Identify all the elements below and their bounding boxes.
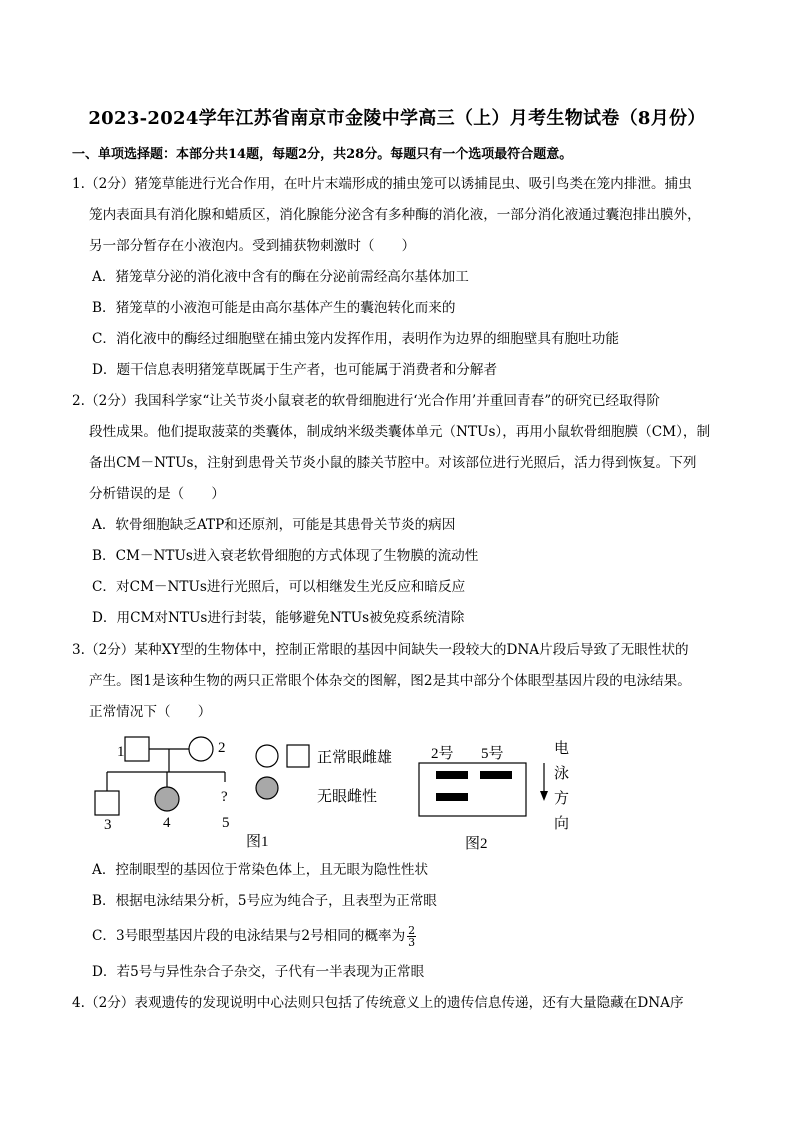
direction-char-4: 向 <box>554 816 570 832</box>
individual-3-male-normal <box>95 791 119 815</box>
section-heading: 一、单项选择题：本部分共14题，每题2分，共28分。每题只有一个选项最符合题意。 <box>72 147 573 162</box>
q3-option-c <box>92 925 416 948</box>
q3-line-3: 正常情况下（ ） <box>89 704 212 720</box>
q2-option-a: A．软骨细胞缺乏ATP和还原剂，可能是其患骨关节炎的病因 <box>92 517 456 533</box>
q2-option-c: C．对CM－NTUs进行光照后，可以相继发生光反应和暗反应 <box>92 579 466 595</box>
figure2-caption: 图2 <box>465 836 488 852</box>
q3-option-d: D．若5号与异性杂合子杂交，子代有一半表现为正常眼 <box>92 964 425 980</box>
label-individual-2: 2 <box>218 740 226 756</box>
band-lane2-lower <box>436 793 468 801</box>
fraction-numerator: 2 <box>408 924 416 937</box>
q3-option-c-text: C．3号眼型基因片段的电泳结果与2号相同的概率为 <box>92 928 406 944</box>
legend-normal-label: 正常眼雌雄 <box>317 750 393 766</box>
figure1-caption: 图1 <box>246 834 269 850</box>
gel-box <box>419 763 526 816</box>
fraction-denominator: 3 <box>408 936 416 949</box>
label-individual-4: 4 <box>163 815 171 831</box>
legend-female-eyeless-symbol <box>256 777 278 799</box>
figure1-pedigree <box>95 737 225 815</box>
q3-option-b: B．根据电泳结果分析，5号应为纯合子，且表型为正常眼 <box>92 893 437 909</box>
q3-option-a: A．控制眼型的基因位于常染色体上，且无眼为隐性性状 <box>92 862 429 878</box>
q1-option-d: D．题干信息表明猪笼草既属于生产者，也可能属于消费者和分解者 <box>92 362 498 378</box>
lane-label-5: 5号 <box>481 746 504 762</box>
label-individual-1: 1 <box>117 744 125 760</box>
direction-char-3: 方 <box>554 791 570 807</box>
legend-eyeless-label: 无眼雌性 <box>317 789 378 805</box>
q1-line-1: 1.（2分）猪笼草能进行光合作用，在叶片末端形成的捕虫笼可以诱捕昆虫、吸引鸟类在笼内排泄。捕虫 <box>72 176 692 192</box>
q3-figures <box>0 725 794 860</box>
q2-option-d: D．用CM对NTUs进行封装，能够避免NTUs被免疫系统清除 <box>92 610 465 626</box>
direction-char-1: 电 <box>554 741 570 757</box>
q2-line-1: 2.（2分）我国科学家“让关节炎小鼠衰老的软骨细胞进行‘光合作用’并重回青春”的研究已经取得阶 <box>72 393 660 409</box>
q1-line-3: 另一部分暂存在小液泡内。受到捕获物刺激时（ ） <box>89 238 416 254</box>
individual-2-female-normal <box>189 737 213 761</box>
q1-option-c: C．消化液中的酶经过细胞壁在捕虫笼内发挥作用，表明作为边界的细胞壁具有胞吐功能 <box>92 331 619 347</box>
q1-option-b: B．猪笼草的小液泡可能是由高尔基体产生的囊泡转化而来的 <box>92 300 456 316</box>
unknown-mark: ? <box>221 789 228 805</box>
label-individual-5: 5 <box>222 815 230 831</box>
lane-label-2: 2号 <box>431 746 454 762</box>
band-lane2-upper <box>436 771 468 779</box>
label-individual-3: 3 <box>104 817 112 833</box>
arrow-down-icon <box>540 791 548 801</box>
direction-char-2: 泳 <box>554 766 570 782</box>
legend-male-normal-symbol <box>287 745 309 767</box>
exam-title: 2023-2024学年江苏省南京市金陵中学高三（上）月考生物试卷（8月份） <box>88 108 706 129</box>
q1-line-2: 笼内表面具有消化腺和蜡质区，消化腺能分泌含有多种酶的消化液，一部分消化液通过囊泡排出膜外， <box>89 207 701 223</box>
legend-female-normal-symbol <box>256 745 278 767</box>
fraction <box>407 925 416 948</box>
q2-line-2: 段性成果。他们提取菠菜的类囊体，制成纳米级类囊体单元（NTUs），再用小鼠软骨细胞膜（CM），制 <box>89 424 711 440</box>
q2-option-b: B．CM－NTUs进入衰老软骨细胞的方式体现了生物膜的流动性 <box>92 548 479 564</box>
q4-line-1: 4.（2分）表观遗传的发现说明中心法则只包括了传统意义上的遗传信息传递，还有大量隐藏在DNA序 <box>72 995 684 1011</box>
q2-line-3: 备出CM－NTUs，注射到患骨关节炎小鼠的膝关节腔中。对该部位进行光照后，活力得到恢复。下列 <box>89 455 697 471</box>
q3-line-1: 3.（2分）某种XY型的生物体中，控制正常眼的基因中间缺失一段较大的DNA片段后导致了无眼性状的 <box>72 642 689 658</box>
q3-line-2: 产生。图1是该种生物的两只正常眼个体杂交的图解，图2是其中部分个体眼型基因片段的电泳结果。 <box>89 673 691 689</box>
individual-1-male-normal <box>125 737 149 761</box>
q1-option-a: A．猪笼草分泌的消化液中含有的酶在分泌前需经高尔基体加工 <box>92 269 469 285</box>
q2-line-4: 分析错误的是（ ） <box>89 486 225 502</box>
individual-4-female-eyeless <box>155 787 179 811</box>
band-lane5-upper <box>480 771 512 779</box>
